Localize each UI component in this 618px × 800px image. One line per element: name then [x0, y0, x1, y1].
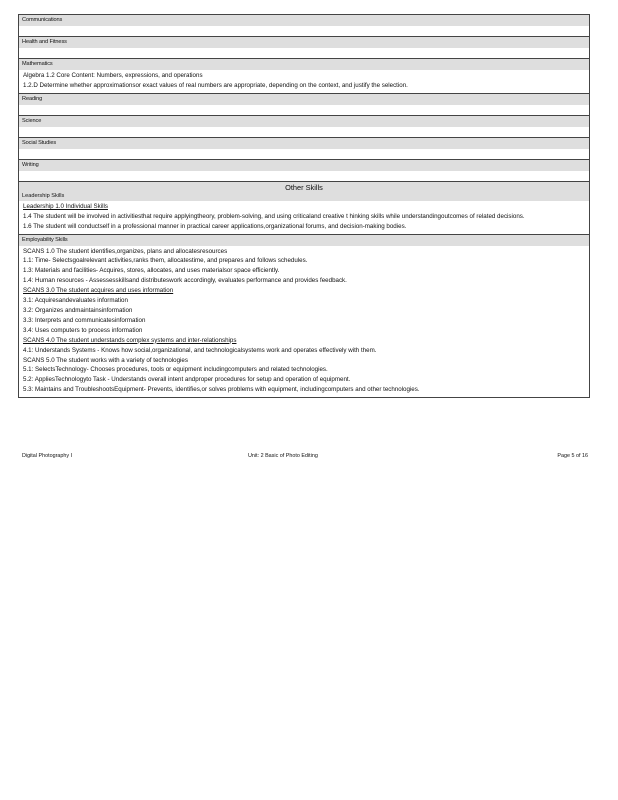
employability-body [19, 246, 589, 398]
employability-item: 5.2: AppliesTechnologyto Task - Understands overall intent andproper procedures for setup and operation of equipment. [23, 376, 351, 384]
employability-heading: SCANS 3.0 The student acquires and uses information [23, 287, 174, 295]
section-social-studies [19, 138, 589, 160]
employability-item: 4.1: Understands Systems - Knows how social,organizational, and technologicalsystems work and operates effectively with them. [23, 346, 377, 354]
mathematics-body [19, 70, 589, 93]
section-writing [19, 160, 589, 182]
employability-item: SCANS 5.0 The student works with a variety of technologies [23, 356, 188, 364]
section-header-social-studies: Social Studies [19, 138, 589, 149]
employability-skills-header: Employability Skills [19, 235, 589, 246]
employability-item: 3.2: Organizes andmaintainsinformation [23, 306, 133, 314]
leadership-item: 1.6 The student will conductself in a professional manner in practical career applications,organizational forums, and decision-making bodies. [23, 222, 407, 230]
employability-item: 1.3: Materials and facilities- Acquires, stores, allocates, and uses materialsor space efficiently. [23, 267, 280, 275]
section-header-science: Science [19, 116, 589, 127]
math-standard-heading: Algebra 1.2 Core Content: Numbers, expressions, and operations [23, 72, 203, 79]
leadership-skills-header: Leadership Skills [19, 192, 589, 201]
math-standard-item: 1.2.D Determine whether approximationsor exact values of real numbers are appropriate, depending on the context, and justify the selection. [23, 81, 408, 89]
footer-course: Digital Photography I [22, 453, 73, 459]
section-science [19, 116, 589, 138]
section-header-health: Health and Fitness [19, 37, 589, 48]
leadership-body [19, 201, 589, 234]
footer-unit: Unit: 2 Basic of Photo Editing [248, 453, 318, 459]
footer-page-number: Page 5 of 16 [557, 453, 588, 459]
employability-item: 3.4: Uses computers to process information [23, 326, 143, 334]
section-header-mathematics: Mathematics [19, 59, 589, 70]
employability-item: SCANS 1.0 The student identifies,organizes, plans and allocatesresources [23, 247, 228, 255]
section-reading [19, 94, 589, 116]
section-header-reading: Reading [19, 94, 589, 105]
employability-heading: SCANS 4.0 The student understands complex systems and inter-relationships [23, 336, 237, 344]
section-employability [19, 235, 589, 399]
section-other-skills [19, 182, 589, 235]
employability-item: 5.3: Maintains and TroubleshootsEquipment- Prevents, identifies,or solves problems with equipment, includingcomputers and other technologies. [23, 386, 420, 394]
employability-item: 1.1: Time- Selectsgoalrelevant activities,ranks them, allocatestime, and prepares and follows schedules. [23, 257, 308, 265]
standards-document [18, 14, 590, 398]
section-communications [19, 15, 589, 37]
standards-table [18, 14, 590, 398]
other-skills-title: Other Skills [19, 182, 589, 192]
employability-item: 3.3: Interprets and communicatesinformation [23, 316, 146, 324]
section-header-communications: Communications [19, 15, 589, 26]
section-mathematics [19, 59, 589, 94]
employability-item: 1.4: Human resources - Assessesskillsand distributeswork accordingly, evaluates performance and provides feedback. [23, 277, 347, 285]
leadership-item: 1.4 The student will be involved in activitiesthat require applyingtheory, problem-solving, and using criticaland creative t hinking skills while understandingoutcomes of related decisions. [23, 212, 525, 220]
leadership-heading: Leadership 1.0 Individual Skills [23, 202, 108, 210]
section-header-writing: Writing [19, 160, 589, 171]
employability-item: 5.1: SelectsTechnology- Chooses procedures, tools or equipment includingcomputers and related technologies. [23, 366, 328, 374]
section-health [19, 37, 589, 59]
employability-item: 3.1: Acquiresandevaluates information [23, 297, 128, 305]
